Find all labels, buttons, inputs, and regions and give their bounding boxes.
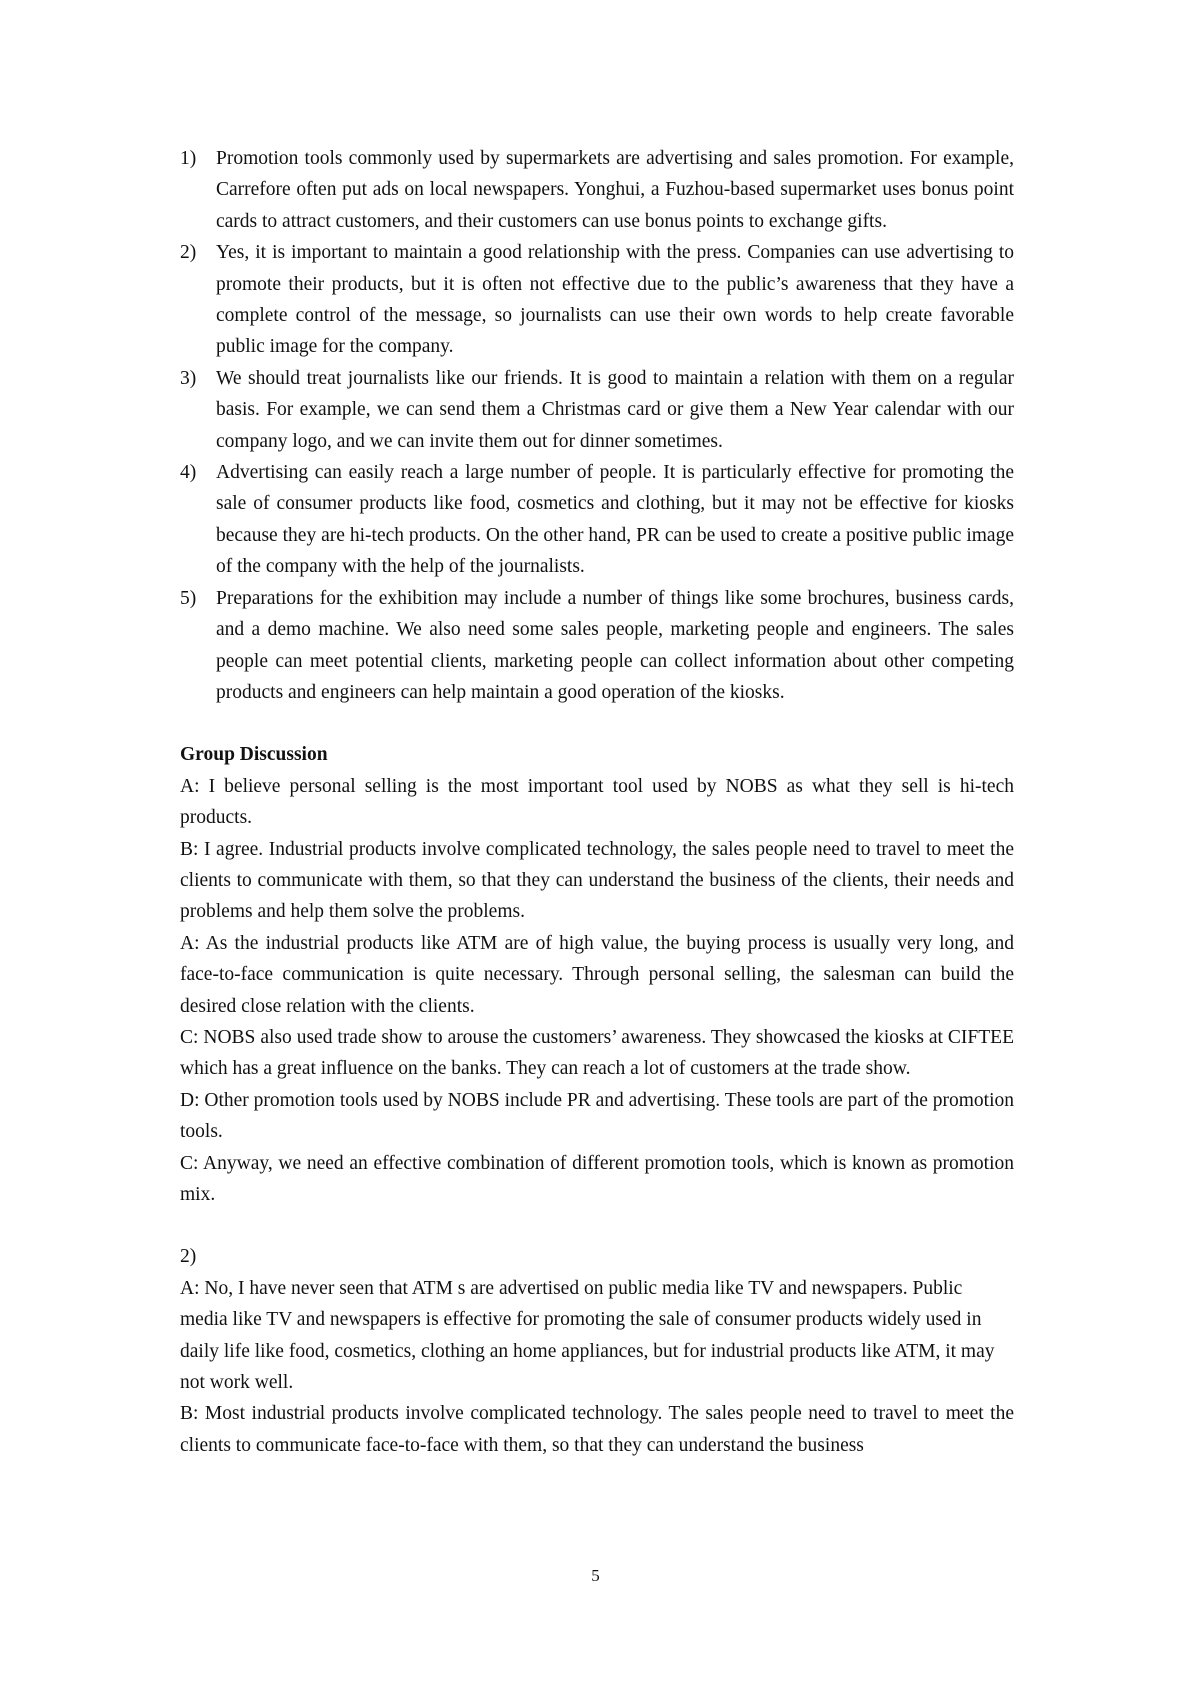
discussion-paragraph: B: Most industrial products involve complicated technology. The sales people need to travel to meet the clients to communicate face-to-face with them, so that they can understand the business xyxy=(180,1403,1014,1456)
document-page xyxy=(180,143,1014,1461)
list-item-text: Advertising can easily reach a large number of people. It is particularly effective for promoting the sale of consumer products like food, cosmetics and clothing, but it may not be effective for kiosks because they are hi-tech products. On the other hand, PR can be used to create a positive public image of the company with the help of the journalists. xyxy=(216,462,1014,578)
list-item-text: Yes, it is important to maintain a good relationship with the press. Companies can use advertising to promote their products, but it is often not effective due to the public’s awareness that they have a complete control of the message, so journalists can use their own words to help create favorable public image for the company. xyxy=(216,242,1014,358)
discussion-paragraph: A: I believe personal selling is the most important tool used by NOBS as what they sell is hi-tech products. xyxy=(180,775,1014,829)
discussion-paragraph: A: As the industrial products like ATM are of high value, the buying process is usually very long, and face-to-face communication is quite necessary. Through personal selling, the salesman can build the desired close relation with the clients. xyxy=(180,932,1014,1017)
list-item-number: 3) xyxy=(180,367,197,389)
list-item xyxy=(180,457,1014,583)
discussion-paragraph: B: I agree. Industrial products involve complicated technology, the sales people need to travel to meet the clients to communicate with them, so that they can understand the business of the clients, their needs and problems and help them solve the problems. xyxy=(180,838,1014,923)
subsection-label: 2) xyxy=(180,1246,197,1268)
group-discussion-heading: Group Discussion xyxy=(180,744,328,766)
list-item xyxy=(180,363,1014,457)
list-item-text: We should treat journalists like our friends. It is good to maintain a relation with them on a regular basis. For example, we can send them a Christmas card or give them a New Year calendar with our company logo, and we can invite them out for dinner sometimes. xyxy=(216,367,1014,452)
discussion-paragraph: A: No, I have never seen that ATM s are advertised on public media like TV and newspapers. Public media like TV and newspapers is effective for promoting the sale of consumer products widely used in daily life like food, cosmetics, clothing an home appliances, but for industrial products like ATM, it may not work well. xyxy=(180,1277,995,1394)
group-discussion-body xyxy=(180,771,1014,1211)
page-number: 5 xyxy=(591,1566,600,1585)
list-item-number: 1) xyxy=(180,148,197,169)
list-item xyxy=(180,143,1014,237)
discussion-paragraph: C: NOBS also used trade show to arouse the customers’ awareness. They showcased the kiosks at CIFTEE which has a great influence on the banks. They can reach a lot of customers at the trade show. xyxy=(180,1026,1014,1080)
list-item-text: Promotion tools commonly used by supermarkets are advertising and sales promotion. For example, Carrefore often put ads on local newspapers. Yonghui, a Fuzhou-based supermarket uses bonus point cards to attract customers, and their customers can use bonus points to exchange gifts. xyxy=(216,148,1014,232)
list-item-number: 2) xyxy=(180,242,197,264)
list-item xyxy=(180,237,1014,363)
list-item-number: 5) xyxy=(180,587,197,609)
list-item-number: 4) xyxy=(180,462,197,484)
list-item-text: Preparations for the exhibition may include a number of things like some brochures, business cards, and a demo machine. We also need some sales people, marketing people and engineers. The sales people can meet potential clients, marketing people can collect information about other competing products and engineers can help maintain a good operation of the kiosks. xyxy=(216,587,1014,703)
answer-list xyxy=(180,143,1014,708)
discussion-paragraph: C: Anyway, we need an effective combination of different promotion tools, which is known as promotion mix. xyxy=(180,1152,1014,1205)
discussion-paragraph: D: Other promotion tools used by NOBS include PR and advertising. These tools are part of the promotion tools. xyxy=(180,1089,1014,1143)
list-item xyxy=(180,583,1014,709)
